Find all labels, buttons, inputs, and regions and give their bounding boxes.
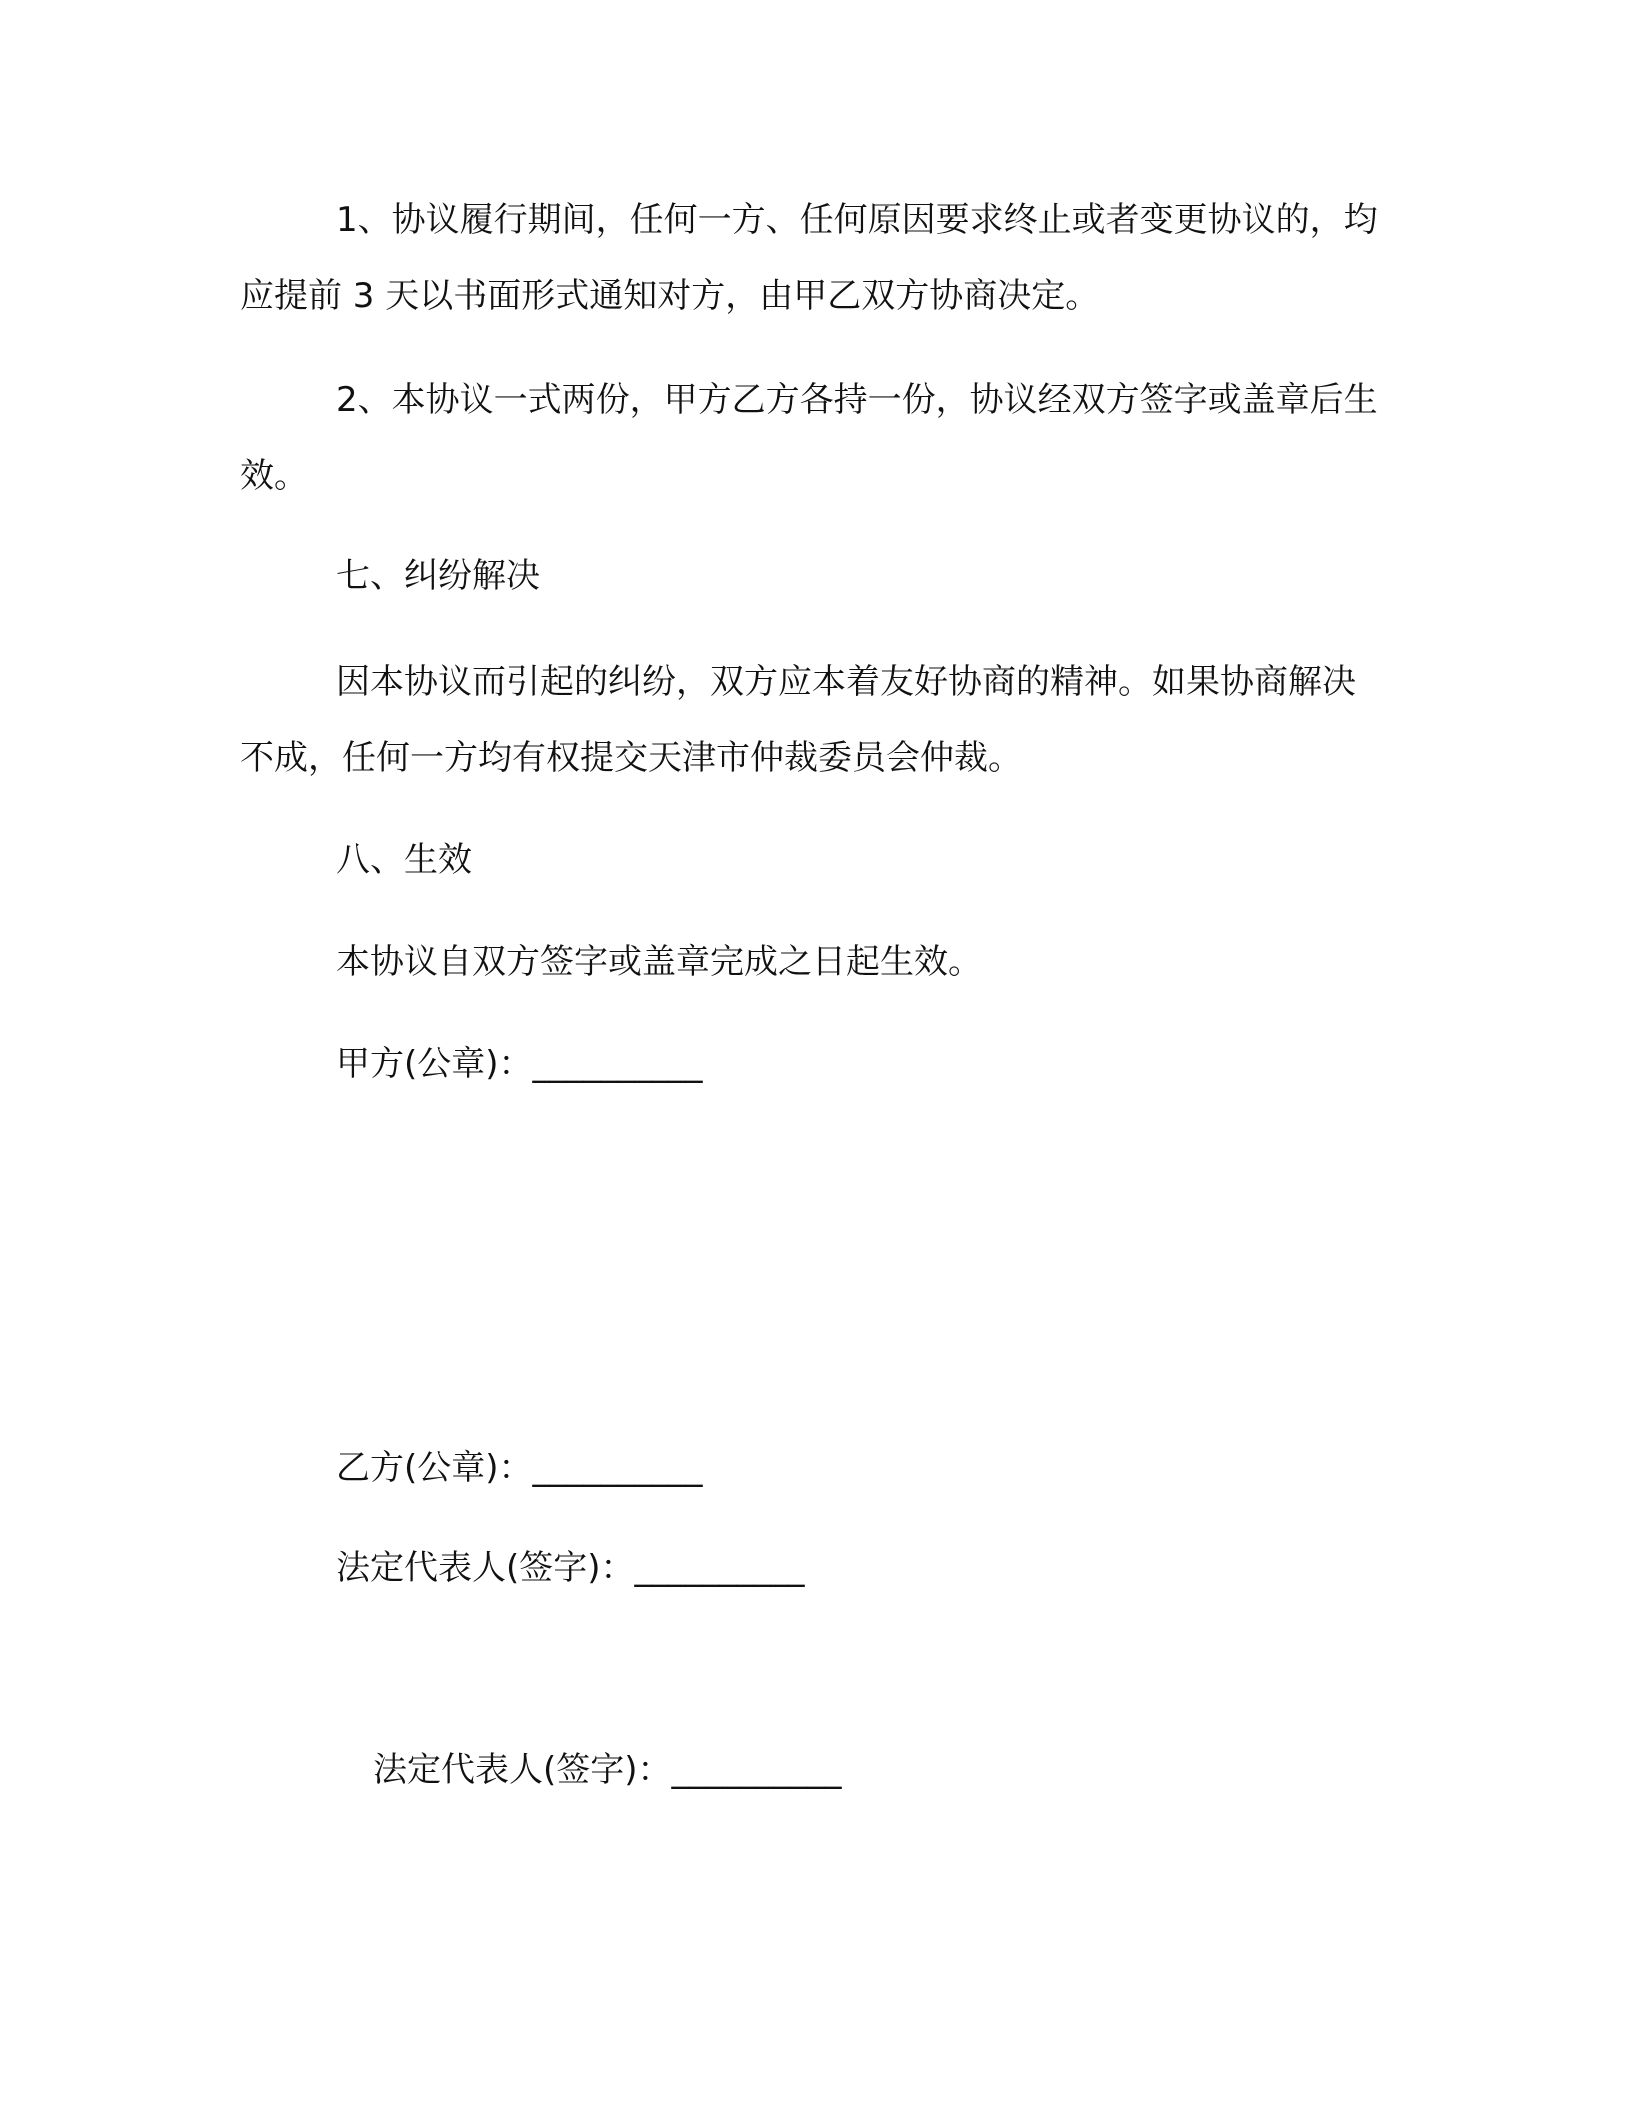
clause-1 [240, 182, 1380, 334]
party-b-signature: 乙方(公章)：__________ [336, 1448, 703, 1488]
section-7-body: 因本协议而引起的纠纷，双方应本着友好协商的精神。如果协商解决不成，任何一方均有权提交天津市仲裁委员会仲裁。 [240, 662, 1356, 778]
clause-2 [240, 362, 1380, 514]
party-b-signature-block [240, 1446, 1380, 1490]
clause-2-text: 2、本协议一式两份，甲方乙方各持一份，协议经双方签字或盖章后生效。 [240, 380, 1378, 496]
party-a-signature: 甲方(公章)：__________ [336, 1044, 703, 1084]
legal-rep-2-signature: 法定代表人(签字)：__________ [373, 1750, 842, 1790]
section-8-heading: 八、生效 [336, 840, 472, 880]
section-8-body-block [240, 940, 1380, 984]
legal-rep-1-block [240, 1546, 1380, 1590]
section-8-body: 本协议自双方签字或盖章完成之日起生效。 [336, 942, 982, 982]
legal-rep-2-block [240, 1748, 1380, 1792]
section-8-heading-block [240, 838, 1380, 882]
section-7-heading: 七、纠纷解决 [336, 556, 540, 596]
clause-1-text: 1、协议履行期间，任何一方、任何原因要求终止或者变更协议的，均应提前 3 天以书面形式通知对方，由甲乙双方协商决定。 [240, 200, 1378, 316]
party-a-signature-block [240, 1042, 1380, 1086]
section-7-body-block [240, 644, 1380, 796]
legal-rep-1-signature: 法定代表人(签字)：__________ [336, 1548, 805, 1588]
section-7-heading-block [240, 554, 1380, 598]
